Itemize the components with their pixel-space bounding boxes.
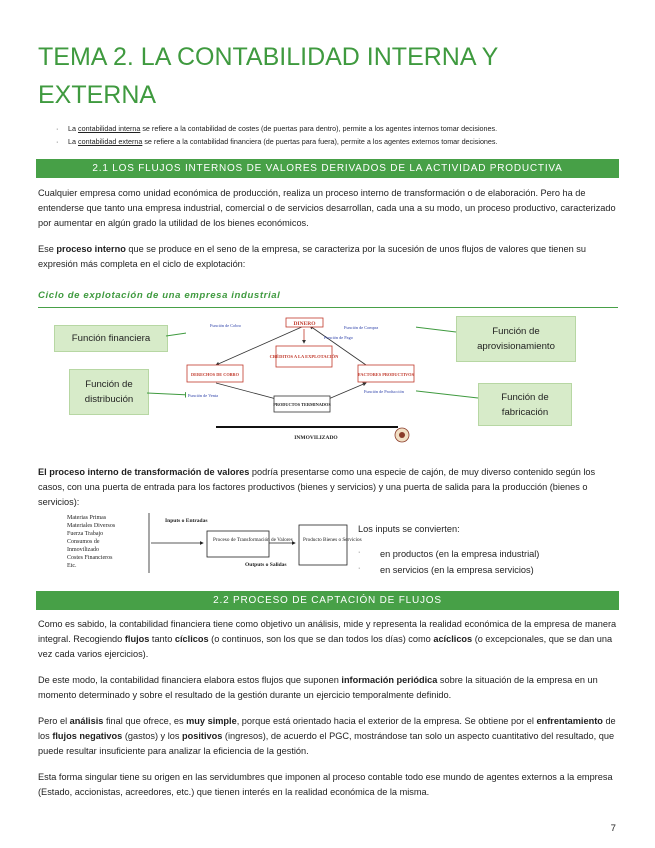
label-funcion-financiera: Función financiera	[54, 325, 168, 352]
section-heading-2-2: 2.2 PROCESO DE CAPTACIÓN DE FLUJOS	[36, 591, 619, 610]
section-heading-2-1: 2.1 LOS FLUJOS INTERNOS DE VALORES DERIVADOS DE LA ACTIVIDAD PRODUCTIVA	[36, 159, 619, 178]
page-number: 7	[610, 823, 616, 834]
factor-item: Costes Financieros	[67, 555, 113, 561]
term-contabilidad-interna: contabilidad interna	[78, 124, 141, 133]
paragraph: Ese proceso interno que se produce en el seno de la empresa, se caracteriza por la sucesión de unos flujos de valores que tienen su expresión más completa en el ciclo de explotación:	[38, 244, 586, 269]
bullet-dot-icon: ·	[56, 137, 59, 146]
node-productos-terminados	[273, 396, 331, 412]
label-funcion-distribucion: Función de distribución	[69, 369, 149, 415]
factor-item: Inmovilizado	[67, 547, 99, 553]
paragraph: El proceso interno de transformación de valores podría presentarse como una especie de cajón, de muy diverso contenido según los casos, con una puerta de entrada para los factores productivos (bienes y servicios) y una puerta de salida para la producción (bienes o servicios):	[38, 467, 596, 507]
ciclo-explotacion-diagram	[186, 315, 416, 445]
label-inputs: Inputs o Entradas	[165, 518, 208, 524]
svg-text:PRODUCTOS TERMINADOS: PRODUCTOS TERMINADOS	[273, 402, 331, 407]
factor-item: Consumos de	[67, 539, 100, 545]
bullet-text: La	[68, 124, 78, 133]
bullet-text: La	[68, 137, 78, 146]
factor-item: Etc.	[67, 563, 77, 569]
paragraph: Cualquier empresa como unidad económica de producción, realiza un proceso interno de transformación o de elaboración. Pero ha de entenderse que tanto una empresa industrial, comercial o de servicios desarrollan, cada una a su modo, un proceso productivo, caracterizado por aumentar en algún grado la utilidad de los bienes económicos.	[38, 188, 616, 228]
bullet-text: se refiere a la contabilidad financiera (de puertas para fuera), permite a los agentes externos tomar decisiones.	[142, 137, 498, 146]
svg-text:DERECHOS DE COBRO: DERECHOS DE COBRO	[191, 372, 239, 377]
node-derechos-cobro	[187, 365, 243, 382]
list-item: · en servicios (en la empresa servicios)	[358, 565, 534, 575]
paragraph: Como es sabido, la contabilidad financiera tiene como objetivo un análisis, mide y representa la realidad económica de la empresa de manera integral. Recogiendo flujos tanto cíclicos (o continuos, son los que se dan todos los días) como acíclicos (o excepcionales, que se dan una vez cada varios ejercicios).	[38, 619, 617, 659]
svg-text:FACTORES PRODUCTIVOS: FACTORES PRODUCTIVOS	[358, 372, 414, 377]
label-outputs: Outputs o Salidas	[245, 562, 287, 568]
paragraph: De este modo, la contabilidad financiera elabora estos flujos que suponen información periódica sobre la situación de la empresa en un momento determinado y sobre el resultado de la gestión durante un ejercicio temporalmente definido.	[38, 675, 598, 700]
label-f-pago: Función de Pago	[324, 335, 353, 340]
page-title: TEMA 2. LA CONTABILIDAD INTERNA Y EXTERNA	[38, 43, 498, 109]
svg-text:CRÉDITOS A LA EXPLOTACIÓN: CRÉDITOS A LA EXPLOTACIÓN	[269, 354, 339, 359]
label-product: Producto Bienes o Servicios	[303, 537, 362, 543]
node-factores-productivos	[358, 365, 414, 382]
node-creditos	[270, 346, 339, 367]
bullet-dot-icon: ·	[56, 124, 59, 133]
label-inmovilizado: INMOVILIZADO	[294, 435, 338, 441]
bullet-dot-icon: ·	[358, 549, 361, 556]
label-f-compra: Función de Compra	[344, 325, 379, 330]
factor-item: Fuerza Trabajo	[67, 531, 104, 537]
transformacion-flow-diagram	[65, 511, 362, 579]
factor-item: Materiales Diversos	[67, 523, 116, 529]
label-funcion-fabricacion: Función de fabricación	[478, 383, 572, 426]
label-f-produccion: Función de Producción	[364, 389, 404, 394]
bullet-text: se refiere a la contabilidad de costes (de puertas para dentro), permite a los agentes internos tomar decisiones.	[140, 124, 498, 133]
label-funcion-aprovisionamiento: Función de aprovisionamiento	[456, 316, 576, 362]
subheading-ciclo: Ciclo de explotación de una empresa industrial	[38, 290, 281, 301]
paragraph: Pero el análisis final que ofrece, es muy simple, porque está orientado hacia el exterior de la empresa. Se obtiene por el enfrentamiento de los flujos negativos (gastos) y los positivos (ingresos), de acuerdo el PGC, mostrándose tan solo un aspecto cuantitativo del resultado, que puede resultar insuficiente para analizar la eficiencia de la gestión.	[38, 716, 616, 756]
paragraph: Esta forma singular tiene su origen en las servidumbres que imponen al proceso contable todo ese mundo de agentes externos a la empresa (Estado, accionistas, acreedores, etc.) que tienen interés en la realidad económica de la misma.	[38, 772, 613, 797]
node-dinero	[286, 318, 323, 327]
svg-text:DINERO: DINERO	[293, 321, 316, 327]
label-f-cobro: Función de Cobro	[210, 323, 242, 328]
term-contabilidad-externa: contabilidad externa	[78, 137, 143, 146]
university-seal-icon	[395, 428, 409, 442]
inputs-title: Los inputs se convierten:	[358, 524, 460, 534]
arrow-distribucion	[147, 393, 190, 395]
factor-item: Materias Primas	[67, 515, 107, 521]
list-item: · en productos (en la empresa industrial)	[358, 549, 540, 559]
bullet-dot-icon: ·	[358, 565, 361, 572]
arrow-fabricacion	[408, 390, 478, 398]
label-process: Proceso de Transformación de Valores	[213, 537, 293, 543]
label-f-venta: Función de Venta	[188, 393, 218, 398]
